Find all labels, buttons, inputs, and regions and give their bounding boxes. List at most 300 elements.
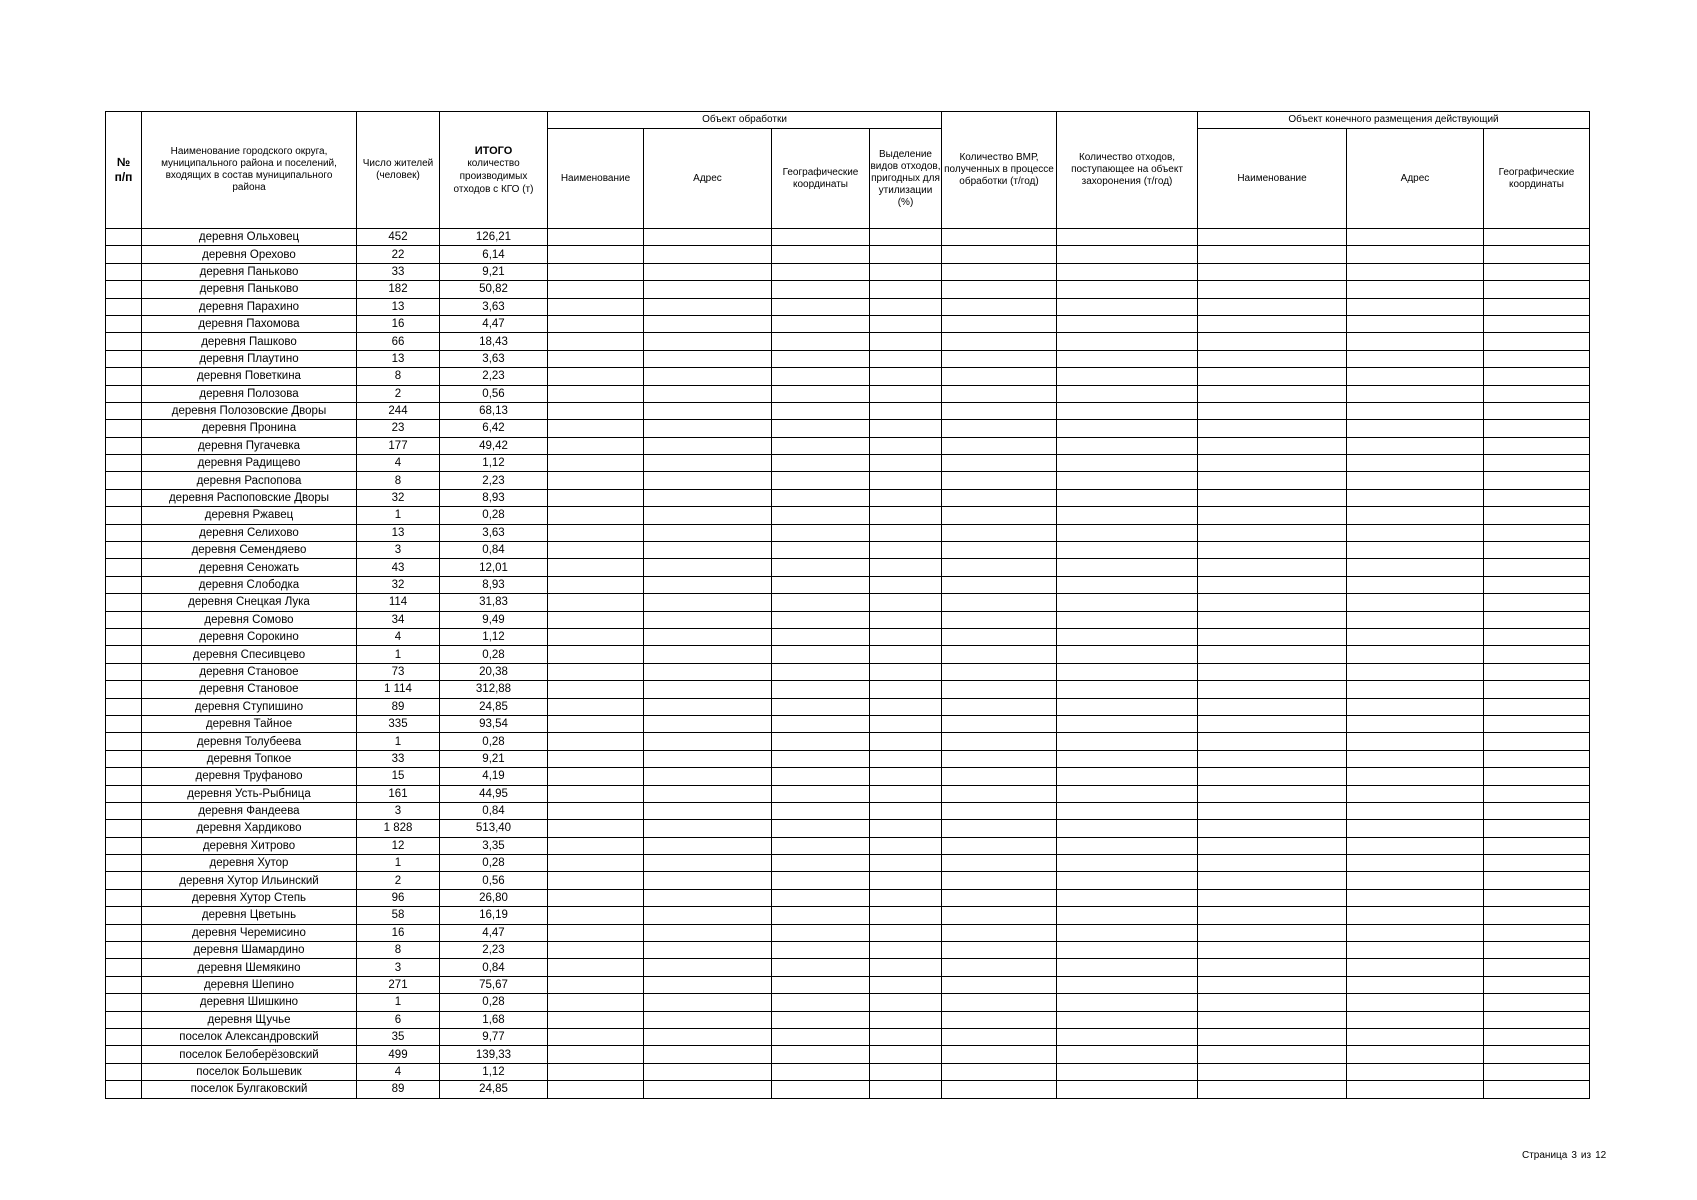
residents-cell: 23 [357,420,440,437]
table-row [106,698,1590,715]
proc-share-cell [870,559,942,576]
table-row [106,768,1590,785]
fin-geo-cell [1484,802,1590,819]
fin-addr-cell [1347,820,1484,837]
fin-addr-cell [1347,855,1484,872]
settlement-name-cell: деревня Пронина [142,420,357,437]
proc-addr-cell [644,802,772,819]
fin-name-cell [1198,663,1347,680]
burial-cell [1057,576,1198,593]
burial-cell [1057,733,1198,750]
vmr-cell [942,507,1057,524]
table-row [106,994,1590,1011]
burial-cell [1057,298,1198,315]
proc-name-cell [548,1028,644,1045]
proc-share-cell [870,976,942,993]
proc-name-cell [548,733,644,750]
proc-geo-cell [772,507,870,524]
row-num-cell [106,855,142,872]
burial-cell [1057,507,1198,524]
fin-name-cell [1198,681,1347,698]
settlement-name-cell: деревня Хардиково [142,820,357,837]
fin-name-cell [1198,715,1347,732]
burial-cell [1057,994,1198,1011]
vmr-cell [942,994,1057,1011]
proc-geo-cell [772,942,870,959]
header-final-group: Объект конечного размещения действующий [1198,112,1590,129]
fin-addr-cell [1347,298,1484,315]
row-num-cell [106,229,142,246]
vmr-cell [942,872,1057,889]
total-waste-cell: 26,80 [440,889,548,906]
table-row [106,472,1590,489]
proc-name-cell [548,976,644,993]
proc-addr-cell [644,768,772,785]
proc-geo-cell [772,333,870,350]
fin-name-cell [1198,820,1347,837]
fin-name-cell [1198,281,1347,298]
burial-cell [1057,802,1198,819]
proc-geo-cell [772,976,870,993]
burial-cell [1057,246,1198,263]
proc-share-cell [870,576,942,593]
fin-addr-cell [1347,368,1484,385]
row-num-cell [106,959,142,976]
row-num-cell [106,246,142,263]
vmr-cell [942,1028,1057,1045]
proc-addr-cell [644,715,772,732]
total-waste-cell: 24,85 [440,1081,548,1098]
table-row [106,733,1590,750]
fin-addr-cell [1347,785,1484,802]
vmr-cell [942,229,1057,246]
settlement-name-cell: деревня Семендяево [142,542,357,559]
total-waste-cell: 16,19 [440,907,548,924]
fin-geo-cell [1484,455,1590,472]
burial-cell [1057,959,1198,976]
row-num-cell [106,576,142,593]
header-proc-geo: Географические координаты [772,129,870,229]
burial-cell [1057,855,1198,872]
header-proc-name: Наименование [548,129,644,229]
proc-share-cell [870,507,942,524]
fin-geo-cell [1484,907,1590,924]
proc-geo-cell [772,994,870,1011]
fin-geo-cell [1484,559,1590,576]
row-num-cell [106,733,142,750]
proc-addr-cell [644,507,772,524]
fin-geo-cell [1484,420,1590,437]
row-num-cell [106,263,142,280]
proc-share-cell [870,681,942,698]
fin-geo-cell [1484,472,1590,489]
fin-addr-cell [1347,229,1484,246]
row-num-cell [106,489,142,506]
proc-addr-cell [644,611,772,628]
fin-addr-cell [1347,872,1484,889]
table-row [106,628,1590,645]
table-row [106,576,1590,593]
table-row [106,837,1590,854]
proc-name-cell [548,837,644,854]
row-num-cell [106,559,142,576]
settlement-name-cell: деревня Распопова [142,472,357,489]
table-row [106,229,1590,246]
proc-addr-cell [644,889,772,906]
header-processing-group: Объект обработки [548,112,942,129]
proc-name-cell [548,472,644,489]
residents-cell: 12 [357,837,440,854]
burial-cell [1057,542,1198,559]
total-waste-cell: 18,43 [440,333,548,350]
settlement-name-cell: поселок Белоберёзовский [142,1046,357,1063]
proc-name-cell [548,263,644,280]
residents-cell: 1 114 [357,681,440,698]
fin-geo-cell [1484,298,1590,315]
fin-name-cell [1198,455,1347,472]
vmr-cell [942,281,1057,298]
row-num-cell [106,298,142,315]
burial-cell [1057,837,1198,854]
burial-cell [1057,646,1198,663]
fin-name-cell [1198,855,1347,872]
settlement-name-cell: деревня Пашково [142,333,357,350]
proc-addr-cell [644,628,772,645]
fin-geo-cell [1484,1046,1590,1063]
fin-name-cell [1198,1046,1347,1063]
total-waste-cell: 1,68 [440,1011,548,1028]
proc-geo-cell [772,524,870,541]
residents-cell: 89 [357,1081,440,1098]
fin-name-cell [1198,1011,1347,1028]
proc-geo-cell [772,698,870,715]
burial-cell [1057,663,1198,680]
fin-name-cell [1198,837,1347,854]
proc-geo-cell [772,1063,870,1080]
fin-geo-cell [1484,368,1590,385]
total-waste-cell: 9,77 [440,1028,548,1045]
proc-geo-cell [772,350,870,367]
fin-addr-cell [1347,1063,1484,1080]
fin-addr-cell [1347,594,1484,611]
table-row [106,1063,1590,1080]
proc-name-cell [548,420,644,437]
total-waste-cell: 50,82 [440,281,548,298]
residents-cell: 16 [357,315,440,332]
proc-share-cell [870,646,942,663]
settlement-name-cell: деревня Паньково [142,281,357,298]
fin-geo-cell [1484,402,1590,419]
proc-name-cell [548,942,644,959]
proc-share-cell [870,402,942,419]
residents-cell: 34 [357,611,440,628]
proc-geo-cell [772,785,870,802]
burial-cell [1057,368,1198,385]
total-waste-cell: 312,88 [440,681,548,698]
table-row [106,1046,1590,1063]
row-num-cell [106,750,142,767]
row-num-cell [106,785,142,802]
settlement-name-cell: деревня Парахино [142,298,357,315]
proc-share-cell [870,924,942,941]
proc-name-cell [548,750,644,767]
fin-geo-cell [1484,959,1590,976]
fin-name-cell [1198,315,1347,332]
burial-cell [1057,350,1198,367]
settlement-name-cell: деревня Полозовские Дворы [142,402,357,419]
fin-name-cell [1198,542,1347,559]
vmr-cell [942,750,1057,767]
fin-addr-cell [1347,524,1484,541]
proc-name-cell [548,628,644,645]
proc-geo-cell [772,802,870,819]
proc-name-cell [548,402,644,419]
proc-addr-cell [644,942,772,959]
proc-share-cell [870,1046,942,1063]
vmr-cell [942,368,1057,385]
vmr-cell [942,1081,1057,1098]
fin-name-cell [1198,1028,1347,1045]
table-row [106,350,1590,367]
fin-geo-cell [1484,281,1590,298]
proc-addr-cell [644,437,772,454]
proc-share-cell [870,542,942,559]
total-waste-cell: 4,19 [440,768,548,785]
row-num-cell [106,768,142,785]
fin-name-cell [1198,489,1347,506]
table-row [106,611,1590,628]
total-waste-cell: 0,84 [440,959,548,976]
fin-name-cell [1198,1081,1347,1098]
fin-geo-cell [1484,1063,1590,1080]
total-waste-cell: 2,23 [440,942,548,959]
fin-name-cell [1198,385,1347,402]
fin-addr-cell [1347,628,1484,645]
proc-addr-cell [644,455,772,472]
proc-name-cell [548,1046,644,1063]
fin-name-cell [1198,646,1347,663]
proc-name-cell [548,994,644,1011]
total-waste-cell: 9,49 [440,611,548,628]
fin-geo-cell [1484,750,1590,767]
burial-cell [1057,437,1198,454]
residents-cell: 96 [357,889,440,906]
row-num-cell [106,281,142,298]
proc-geo-cell [772,229,870,246]
row-num-cell [106,646,142,663]
proc-geo-cell [772,611,870,628]
proc-addr-cell [644,1011,772,1028]
settlement-name-cell: поселок Большевик [142,1063,357,1080]
proc-geo-cell [772,594,870,611]
settlement-name-cell: деревня Шепино [142,976,357,993]
burial-cell [1057,942,1198,959]
table-header [106,112,1590,229]
fin-geo-cell [1484,681,1590,698]
residents-cell: 13 [357,524,440,541]
proc-name-cell [548,333,644,350]
proc-name-cell [548,1011,644,1028]
proc-name-cell [548,368,644,385]
fin-addr-cell [1347,959,1484,976]
row-num-cell [106,350,142,367]
proc-name-cell [548,350,644,367]
fin-name-cell [1198,263,1347,280]
proc-addr-cell [644,368,772,385]
table-row [106,524,1590,541]
total-waste-cell: 93,54 [440,715,548,732]
settlement-name-cell: деревня Полозова [142,385,357,402]
fin-geo-cell [1484,246,1590,263]
proc-geo-cell [772,437,870,454]
row-num-cell [106,368,142,385]
fin-geo-cell [1484,889,1590,906]
settlement-name-cell: деревня Орехово [142,246,357,263]
fin-geo-cell [1484,785,1590,802]
proc-share-cell [870,281,942,298]
proc-geo-cell [772,402,870,419]
table-row [106,420,1590,437]
residents-cell: 35 [357,1028,440,1045]
residents-cell: 73 [357,663,440,680]
burial-cell [1057,976,1198,993]
proc-name-cell [548,820,644,837]
fin-name-cell [1198,333,1347,350]
proc-name-cell [548,524,644,541]
fin-addr-cell [1347,646,1484,663]
proc-name-cell [548,576,644,593]
fin-addr-cell [1347,507,1484,524]
proc-name-cell [548,785,644,802]
residents-cell: 3 [357,959,440,976]
proc-addr-cell [644,681,772,698]
settlement-name-cell: деревня Снецкая Лука [142,594,357,611]
residents-cell: 177 [357,437,440,454]
fin-geo-cell [1484,837,1590,854]
vmr-cell [942,385,1057,402]
fin-geo-cell [1484,733,1590,750]
residents-cell: 8 [357,368,440,385]
header-fin-addr: Адрес [1347,129,1484,229]
table-row [106,924,1590,941]
fin-addr-cell [1347,472,1484,489]
proc-geo-cell [772,733,870,750]
fin-geo-cell [1484,1081,1590,1098]
burial-cell [1057,281,1198,298]
total-waste-cell: 8,93 [440,576,548,593]
vmr-cell [942,576,1057,593]
fin-addr-cell [1347,542,1484,559]
total-waste-cell: 1,12 [440,455,548,472]
table-row [106,402,1590,419]
settlement-name-cell: деревня Распоповские Дворы [142,489,357,506]
fin-name-cell [1198,959,1347,976]
proc-name-cell [548,559,644,576]
proc-name-cell [548,802,644,819]
fin-name-cell [1198,924,1347,941]
total-waste-cell: 0,56 [440,385,548,402]
fin-addr-cell [1347,246,1484,263]
settlement-name-cell: деревня Сомово [142,611,357,628]
total-waste-cell: 2,23 [440,368,548,385]
settlement-name-cell: деревня Хитрово [142,837,357,854]
row-num-cell [106,663,142,680]
residents-cell: 13 [357,350,440,367]
proc-share-cell [870,315,942,332]
row-num-cell [106,472,142,489]
proc-geo-cell [772,559,870,576]
total-waste-cell: 9,21 [440,263,548,280]
header-burial: Количество отходов, поступающее на объект захоронения (т/год) [1057,112,1198,229]
burial-cell [1057,229,1198,246]
fin-geo-cell [1484,229,1590,246]
settlement-name-cell: деревня Шишкино [142,994,357,1011]
proc-name-cell [548,281,644,298]
total-waste-cell: 3,35 [440,837,548,854]
page-total: 12 [1595,1150,1607,1161]
residents-cell: 22 [357,246,440,263]
proc-geo-cell [772,924,870,941]
total-waste-cell: 126,21 [440,229,548,246]
burial-cell [1057,768,1198,785]
fin-name-cell [1198,942,1347,959]
total-waste-cell: 0,28 [440,855,548,872]
proc-addr-cell [644,350,772,367]
proc-share-cell [870,959,942,976]
fin-addr-cell [1347,698,1484,715]
fin-addr-cell [1347,1011,1484,1028]
residents-cell: 1 [357,855,440,872]
proc-name-cell [548,594,644,611]
proc-name-cell [548,768,644,785]
fin-geo-cell [1484,1011,1590,1028]
header-residents: Число жителей (человек) [357,112,440,229]
proc-geo-cell [772,315,870,332]
fin-name-cell [1198,402,1347,419]
proc-share-cell [870,298,942,315]
settlement-name-cell: деревня Становое [142,681,357,698]
total-waste-cell: 513,40 [440,820,548,837]
total-waste-cell: 1,12 [440,1063,548,1080]
proc-name-cell [548,715,644,732]
proc-addr-cell [644,246,772,263]
vmr-cell [942,889,1057,906]
residents-cell: 4 [357,455,440,472]
proc-name-cell [548,611,644,628]
total-waste-cell: 3,63 [440,298,548,315]
proc-share-cell [870,663,942,680]
settlement-name-cell: деревня Шемякино [142,959,357,976]
fin-geo-cell [1484,385,1590,402]
burial-cell [1057,1046,1198,1063]
burial-cell [1057,385,1198,402]
burial-cell [1057,872,1198,889]
proc-name-cell [548,681,644,698]
proc-geo-cell [772,681,870,698]
proc-geo-cell [772,489,870,506]
settlement-name-cell: деревня Спесивцево [142,646,357,663]
fin-name-cell [1198,437,1347,454]
proc-share-cell [870,1028,942,1045]
burial-cell [1057,924,1198,941]
proc-name-cell [548,507,644,524]
fin-addr-cell [1347,837,1484,854]
table-row [106,785,1590,802]
proc-share-cell [870,385,942,402]
vmr-cell [942,489,1057,506]
burial-cell [1057,785,1198,802]
proc-geo-cell [772,855,870,872]
